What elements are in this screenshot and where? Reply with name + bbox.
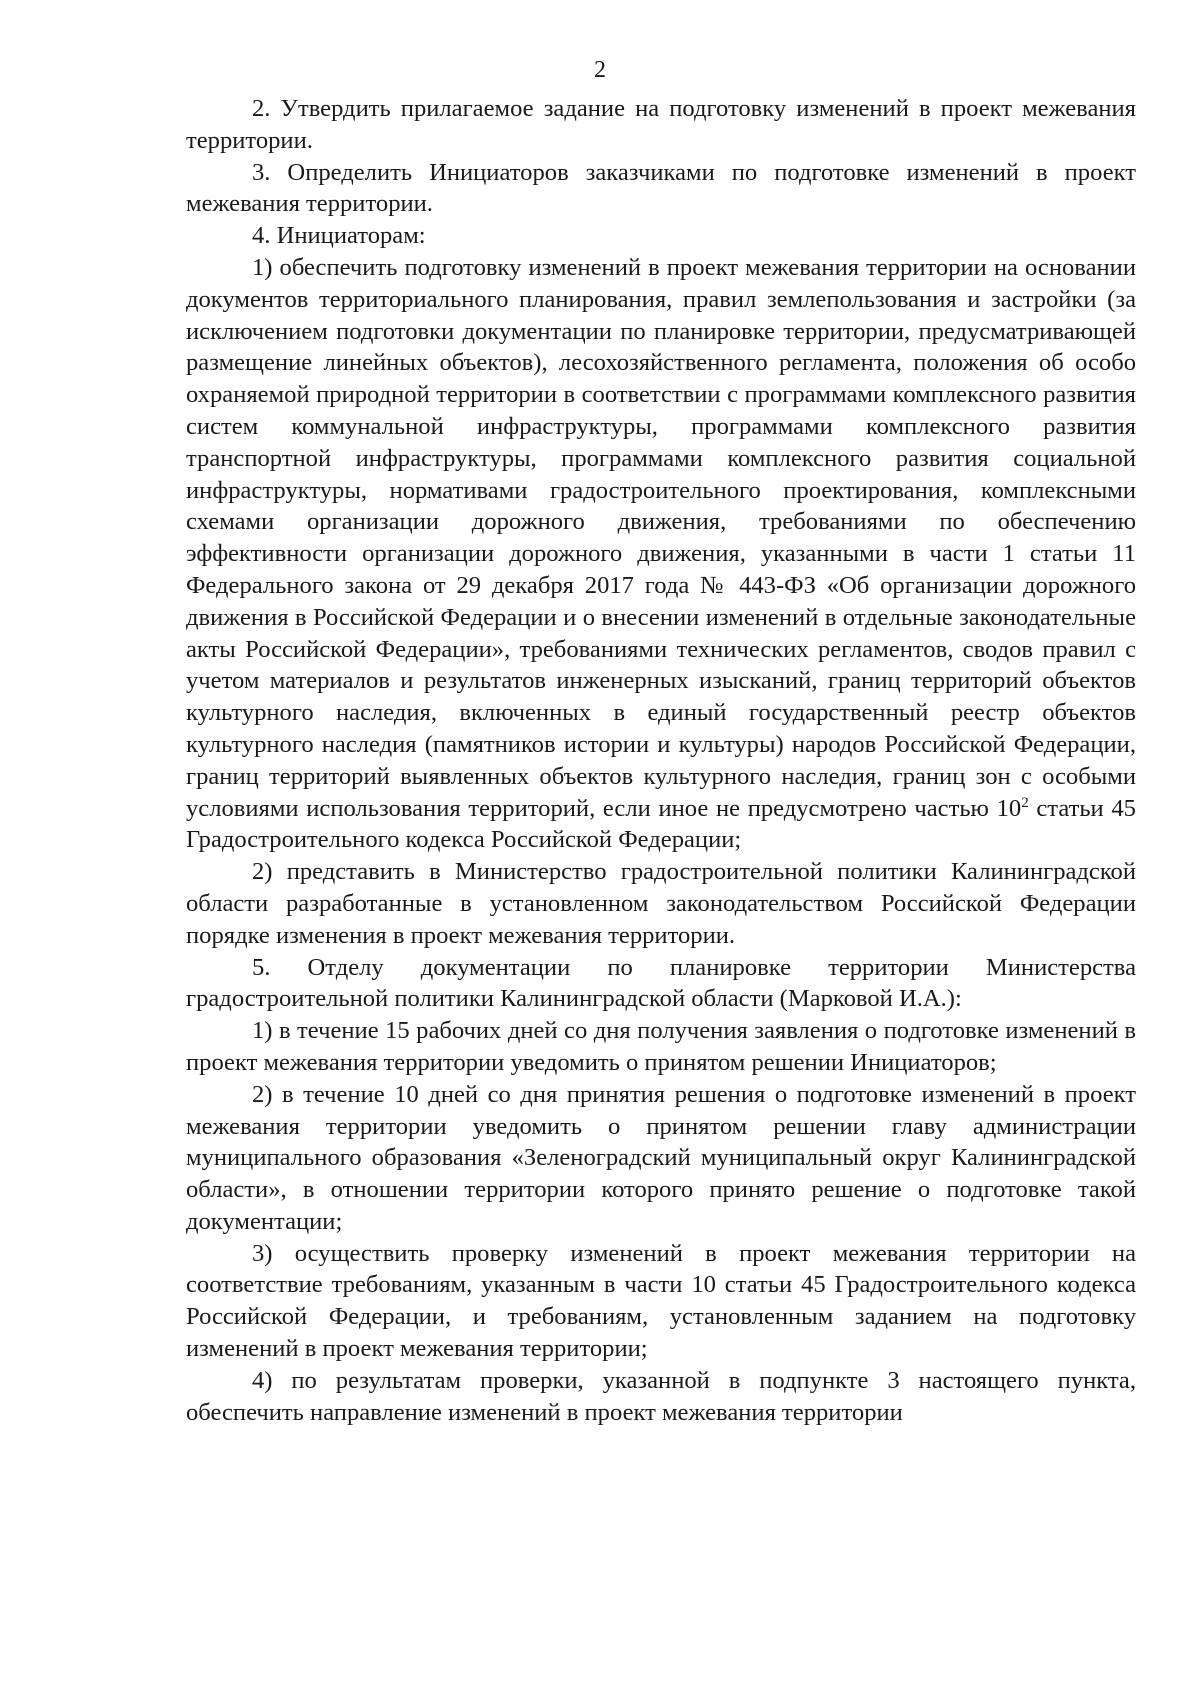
paragraph-item-5-3: 3) осуществить проверку изменений в проект межевания территории на соответствие требованиям, указанным в части 10 статьи 45 Градостроительного кодекса Российской Федерации, и требованиям, установленным заданием на подготовку изменений в проект межевания территории;	[186, 1239, 1136, 1363]
paragraph-item-3: 3. Определить Инициаторов заказчиками по подготовке изменений в проект межевания территории.	[186, 158, 1136, 218]
paragraph-item-5-1: 1) в течение 15 рабочих дней со дня получения заявления о подготовке изменений в проект межевания территории уведомить о принятом решении Инициаторов;	[186, 1017, 1136, 1076]
paragraph-item-4-2: 2) представить в Министерство градостроительной политики Калининградской области разработанные в установленном законодательством Российской Федерации порядке изменения в проект межевания территории.	[186, 858, 1136, 949]
paragraph-item-5-4: 4) по результатам проверки, указанной в подпункте 3 настоящего пункта, обеспечить направление изменений в проект межевания территории	[186, 1366, 1136, 1426]
paragraph-item-5-2: 2) в течение 10 дней со дня принятия решения о подготовке изменений в проект межевания территории уведомить о принятом решении главу администрации муниципального образования «Зеленоградский муниципальный округ Калининградской области», в отношении территории которого принято решение о подготовке такой документации;	[186, 1080, 1136, 1235]
paragraph-text-tail: статьи 45 Градостроительного кодекса Российской Федерации;	[186, 794, 1136, 854]
paragraph-item-2: 2. Утвердить прилагаемое задание на подготовку изменений в проект межевания территории.	[186, 95, 1136, 154]
paragraph-text: 1) обеспечить подготовку изменений в проект межевания территории на основании документов территориального планирования, правил землепользования и застройки (за исключением подготовки документации по планировке территории, предусматривающей размещение линейных объектов), лесохозяйственного регламента, положения об особо охраняемой природной территории в соответствии с программами комплексного развития систем коммунальной инфраструктуры, программами комплексного развития транспортной инфраструктуры, программами комплексного развития социальной инфраструктуры, нормативами градостроительного проектирования, комплексными схемами организации дорожного движения, требованиями по обеспечению эффективности организации дорожного движения, указанными в части 1 статьи 11 Федерального закона от 29 декабря 2017 года № 443-ФЗ «Об организации дорожного движения в Российской Федерации и о внесении изменений в отдельные законодательные акты Российской Федерации», требованиями технических регламентов, сводов правил с учетом материалов и результатов инженерных изысканий, границ территорий объектов культурного наследия, включенных в единый государственный реестр объектов культурного наследия (памятников истории и культуры) народов Российской Федерации, границ территорий выявленных объектов культурного наследия, границ зон с особыми условиями использования территорий, если иное не предусмотрено частью 10	[186, 253, 1136, 822]
paragraph-item-4-1	[186, 252, 1136, 856]
document-body	[186, 93, 1136, 1428]
page-number: 2	[594, 57, 606, 83]
paragraph-item-5: 5. Отделу документации по планировке территории Министерства градостроительной политики Калининградской области (Марковой И.А.):	[186, 953, 1136, 1013]
superscript: 2	[1021, 794, 1029, 811]
paragraph-item-4: 4. Инициаторам:	[252, 222, 426, 250]
